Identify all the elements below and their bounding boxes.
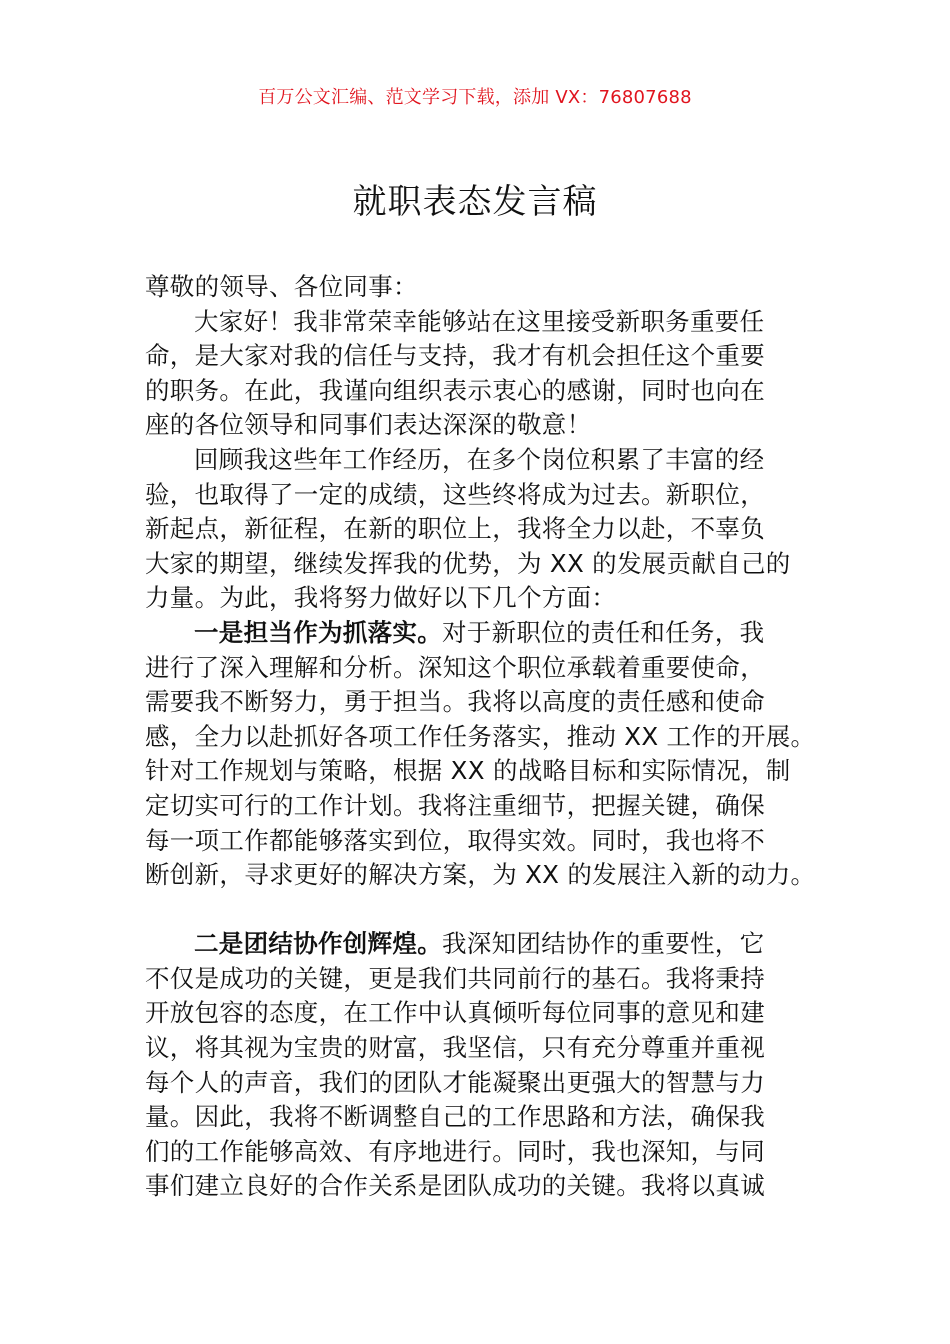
text-line: 力量。为此，我将努力做好以下几个方面： — [145, 583, 617, 613]
point-heading: 一是担当作为抓落实。 — [194, 617, 442, 647]
text-line: 议，将其视为宝贵的财富，我坚信，只有充分尊重并重视 — [145, 1033, 765, 1063]
text-line: 需要我不断努力，勇于担当。我将以高度的责任感和使命 — [145, 687, 765, 717]
text-line: 不仅是成功的关键，更是我们共同前行的基石。我将秉持 — [145, 963, 765, 993]
text-line: 感，全力以赴抓好各项工作任务落实，推动 XX 工作的开展。 — [145, 721, 816, 751]
text-line: 座的各位领导和同事们表达深深的敬意！ — [145, 410, 592, 440]
text-span: 我深知团结协作的重要性，它 — [442, 929, 765, 959]
text-line: 每个人的声音，我们的团队才能凝聚出更强大的智慧与力 — [145, 1067, 765, 1097]
paragraph-greeting — [145, 305, 825, 443]
text-line: 开放包容的态度，在工作中认真倾听每位同事的意见和建 — [145, 998, 765, 1028]
paragraph-review — [145, 443, 825, 616]
text-line — [145, 616, 825, 651]
text-line: 们的工作能够高效、有序地进行。同时，我也深知，与同 — [145, 1136, 765, 1166]
text-line: 事们建立良好的合作关系是团队成功的关键。我将以真诚 — [145, 1171, 765, 1201]
text-line: 每一项工作都能够落实到位，取得实效。同时，我也将不 — [145, 825, 765, 855]
text-line: 进行了深入理解和分析。深知这个职位承载着重要使命， — [145, 652, 765, 682]
paragraph-point-one — [145, 616, 825, 893]
document-body — [145, 270, 825, 1204]
text-line: 断创新，寻求更好的解决方案，为 XX 的发展注入新的动力。 — [145, 860, 816, 890]
text-line: 回顾我这些年工作经历，在多个岗位积累了丰富的经 — [194, 444, 765, 474]
text-line: 新起点，新征程，在新的职位上，我将全力以赴，不辜负 — [145, 514, 765, 544]
text-line: 验，也取得了一定的成绩，这些终将成为过去。新职位， — [145, 479, 765, 509]
document-title: 就职表态发言稿 — [352, 182, 598, 222]
text-line: 量。因此，我将不断调整自己的工作思路和方法，确保我 — [145, 1102, 765, 1132]
salutation: 尊敬的领导、各位同事： — [145, 272, 418, 301]
text-span: 对于新职位的责任和任务，我 — [442, 617, 765, 647]
text-line: 大家的期望，继续发挥我的优势，为 XX 的发展贡献自己的 — [145, 548, 791, 578]
text-line: 命，是大家对我的信任与支持，我才有机会担任这个重要 — [145, 341, 765, 371]
text-line: 的职务。在此，我谨向组织表示衷心的感谢，同时也向在 — [145, 375, 765, 405]
watermark-banner: 百万公文汇编、范文学习下载，添加 VX：76807688 — [258, 87, 692, 108]
paragraph-point-two — [145, 927, 825, 1204]
paragraph-gap — [145, 893, 825, 928]
text-line: 大家好！我非常荣幸能够站在这里接受新职务重要任 — [194, 306, 765, 336]
text-line: 针对工作规划与策略，根据 XX 的战略目标和实际情况，制 — [145, 756, 791, 786]
text-line: 定切实可行的工作计划。我将注重细节，把握关键，确保 — [145, 790, 765, 820]
point-heading: 二是团结协作创辉煌。 — [194, 929, 442, 959]
text-line — [145, 927, 825, 962]
